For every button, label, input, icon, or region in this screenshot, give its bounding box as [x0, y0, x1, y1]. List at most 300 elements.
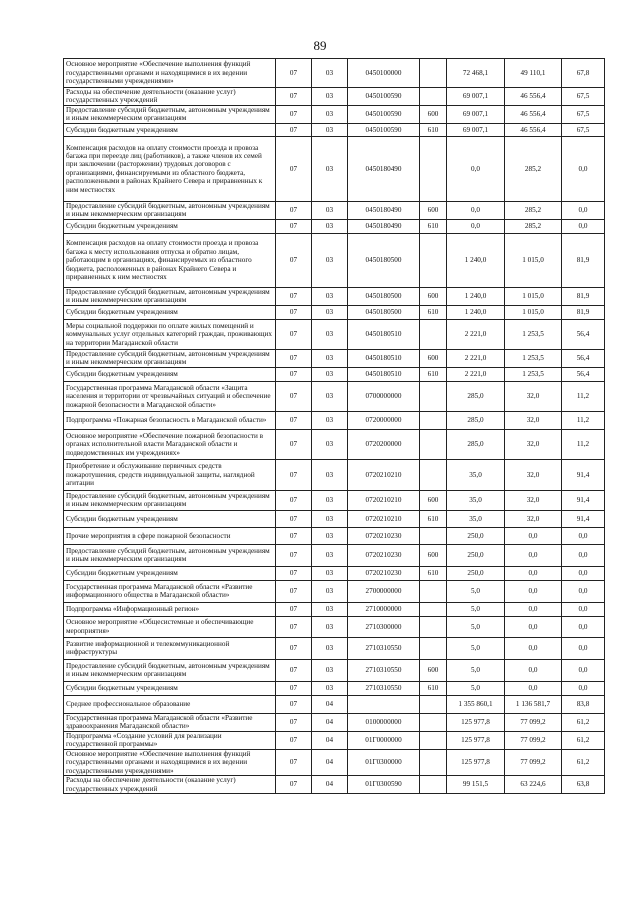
row-target-article-cell: 2710310550	[348, 681, 420, 695]
row-name-cell: Государственная программа Магаданской области «Развитие информационного общества в Магаданской области»	[64, 580, 276, 602]
row-actual-cell: 0,0	[505, 544, 562, 566]
table-row	[64, 616, 605, 637]
row-actual-cell: 32,0	[505, 381, 562, 411]
row-plan-cell: 285,0	[447, 429, 505, 459]
row-expense-type-cell: 610	[420, 566, 447, 580]
row-target-article-cell: 0700000000	[348, 381, 420, 411]
row-section-cell: 07	[276, 201, 312, 219]
row-target-article-cell: 0720200000	[348, 429, 420, 459]
row-actual-cell: 285,2	[505, 201, 562, 219]
row-actual-cell: 46 556,4	[505, 123, 562, 136]
row-subsection-cell: 03	[312, 566, 348, 580]
row-name-cell: Предоставление субсидий бюджетным, автономным учреждениям и иным некоммерческим организациям	[64, 544, 276, 566]
row-subsection-cell: 03	[312, 136, 348, 201]
row-plan-cell: 35,0	[447, 510, 505, 527]
row-name-cell: Расходы на обеспечение деятельности (оказание услуг) государственных учреждений	[64, 88, 276, 106]
row-subsection-cell: 03	[312, 319, 348, 349]
row-actual-cell: 49 110,1	[505, 59, 562, 88]
row-target-article-cell: 2710000000	[348, 602, 420, 616]
row-section-cell: 07	[276, 544, 312, 566]
row-actual-cell: 63 224,6	[505, 776, 562, 794]
table-row	[64, 429, 605, 459]
row-target-article-cell: 0450180510	[348, 319, 420, 349]
row-plan-cell: 285,0	[447, 381, 505, 411]
row-section-cell: 07	[276, 367, 312, 381]
row-plan-cell: 2 221,0	[447, 349, 505, 367]
row-percent-cell: 56,4	[562, 319, 605, 349]
row-subsection-cell: 03	[312, 201, 348, 219]
row-name-cell: Субсидии бюджетным учреждениям	[64, 219, 276, 233]
table-row	[64, 776, 605, 794]
row-plan-cell: 125 977,8	[447, 731, 505, 749]
row-actual-cell: 77 099,2	[505, 713, 562, 731]
row-section-cell: 07	[276, 637, 312, 659]
row-percent-cell: 81,9	[562, 287, 605, 305]
row-name-cell: Среднее профессиональное образование	[64, 695, 276, 713]
row-actual-cell: 285,2	[505, 219, 562, 233]
row-section-cell: 07	[276, 527, 312, 544]
row-percent-cell: 0,0	[562, 659, 605, 681]
row-section-cell: 07	[276, 305, 312, 319]
row-actual-cell: 32,0	[505, 490, 562, 510]
row-expense-type-cell: 600	[420, 287, 447, 305]
row-name-cell: Основное мероприятие «Общесистемные и обеспечивающие мероприятия»	[64, 616, 276, 637]
row-subsection-cell: 03	[312, 681, 348, 695]
row-expense-type-cell: 600	[420, 490, 447, 510]
row-plan-cell: 35,0	[447, 459, 505, 490]
row-expense-type-cell	[420, 88, 447, 106]
row-plan-cell: 69 007,1	[447, 105, 505, 123]
row-name-cell: Предоставление субсидий бюджетным, автономным учреждениям и иным некоммерческим организациям	[64, 105, 276, 123]
row-section-cell: 07	[276, 490, 312, 510]
row-name-cell: Предоставление субсидий бюджетным, автономным учреждениям и иным некоммерческим организациям	[64, 490, 276, 510]
row-actual-cell: 32,0	[505, 429, 562, 459]
row-name-cell: Компенсация расходов на оплату стоимости проезда и провоза багажа к месту использования отпуска и обратно лицам, работающим в организациях, финансируемых из областного бюджета, расположенных в районах Крайнего Севера и приравненных к ним местностях	[64, 233, 276, 287]
row-actual-cell: 0,0	[505, 659, 562, 681]
table-row	[64, 749, 605, 775]
row-subsection-cell: 04	[312, 695, 348, 713]
table-row	[64, 544, 605, 566]
row-target-article-cell: 2710300000	[348, 616, 420, 637]
row-plan-cell: 69 007,1	[447, 88, 505, 106]
row-section-cell: 07	[276, 287, 312, 305]
row-section-cell: 07	[276, 105, 312, 123]
row-subsection-cell: 03	[312, 510, 348, 527]
row-percent-cell: 56,4	[562, 349, 605, 367]
row-target-article-cell: 0450180510	[348, 349, 420, 367]
row-percent-cell: 0,0	[562, 527, 605, 544]
table-row	[64, 527, 605, 544]
row-subsection-cell: 04	[312, 776, 348, 794]
row-percent-cell: 63,8	[562, 776, 605, 794]
row-name-cell: Подпрограмма «Пожарная безопасность в Магаданской области»	[64, 411, 276, 429]
row-expense-type-cell	[420, 616, 447, 637]
row-section-cell: 07	[276, 713, 312, 731]
row-actual-cell: 1 015,0	[505, 233, 562, 287]
row-plan-cell: 5,0	[447, 616, 505, 637]
row-subsection-cell: 03	[312, 105, 348, 123]
row-section-cell: 07	[276, 219, 312, 233]
table-row	[64, 580, 605, 602]
row-target-article-cell: 01Г0300000	[348, 749, 420, 775]
row-name-cell: Предоставление субсидий бюджетным, автономным учреждениям и иным некоммерческим организациям	[64, 659, 276, 681]
table-row	[64, 233, 605, 287]
row-plan-cell: 35,0	[447, 490, 505, 510]
row-name-cell: Государственная программа Магаданской области «Защита населения и территории от чрезвычайных ситуаций и обеспечение пожарной безопасности в Магаданской области»	[64, 381, 276, 411]
row-subsection-cell: 03	[312, 527, 348, 544]
row-name-cell: Основное мероприятие «Обеспечение выполнения функций государственными органами и находящимися в их ведении государственными учреждениями»	[64, 749, 276, 775]
row-expense-type-cell	[420, 381, 447, 411]
row-name-cell: Подпрограмма «Создание условий для реализации государственной программы»	[64, 731, 276, 749]
row-plan-cell: 2 221,0	[447, 319, 505, 349]
table-row	[64, 381, 605, 411]
row-percent-cell: 91,4	[562, 490, 605, 510]
row-target-article-cell: 2700000000	[348, 580, 420, 602]
row-percent-cell: 11,2	[562, 411, 605, 429]
row-expense-type-cell: 600	[420, 544, 447, 566]
row-section-cell: 07	[276, 616, 312, 637]
row-subsection-cell: 03	[312, 59, 348, 88]
row-target-article-cell: 0720210230	[348, 544, 420, 566]
table-row	[64, 367, 605, 381]
row-target-article-cell: 01Г0300590	[348, 776, 420, 794]
row-expense-type-cell: 610	[420, 681, 447, 695]
budget-table-body	[64, 59, 605, 794]
row-percent-cell: 56,4	[562, 367, 605, 381]
row-name-cell: Развитие информационной и телекоммуникационной инфраструктуры	[64, 637, 276, 659]
row-expense-type-cell: 600	[420, 105, 447, 123]
row-subsection-cell: 04	[312, 731, 348, 749]
row-subsection-cell: 03	[312, 429, 348, 459]
row-percent-cell: 91,4	[562, 510, 605, 527]
row-percent-cell: 81,9	[562, 305, 605, 319]
row-plan-cell: 1 240,0	[447, 233, 505, 287]
row-target-article-cell: 0450180490	[348, 219, 420, 233]
row-target-article-cell: 0450180490	[348, 136, 420, 201]
row-plan-cell: 72 468,1	[447, 59, 505, 88]
table-row	[64, 319, 605, 349]
table-row	[64, 136, 605, 201]
row-section-cell: 07	[276, 123, 312, 136]
row-name-cell: Компенсация расходов на оплату стоимости проезда и провоза багажа при переезде лиц (работников), а также членов их семей при заключении (расторжении) трудовых договоров с организациями, финансируемыми из областного бюджета, расположенными в районах Крайнего Севера и приравненных к ним местностях	[64, 136, 276, 201]
row-target-article-cell: 0720210210	[348, 459, 420, 490]
row-percent-cell: 11,2	[562, 381, 605, 411]
row-expense-type-cell	[420, 136, 447, 201]
row-subsection-cell: 03	[312, 659, 348, 681]
row-subsection-cell: 03	[312, 580, 348, 602]
row-expense-type-cell	[420, 749, 447, 775]
row-expense-type-cell	[420, 776, 447, 794]
row-expense-type-cell	[420, 459, 447, 490]
row-section-cell: 07	[276, 136, 312, 201]
row-expense-type-cell	[420, 527, 447, 544]
row-section-cell: 07	[276, 349, 312, 367]
row-target-article-cell: 2710310550	[348, 637, 420, 659]
table-row	[64, 659, 605, 681]
row-plan-cell: 125 977,8	[447, 749, 505, 775]
row-plan-cell: 285,0	[447, 411, 505, 429]
row-name-cell: Прочие мероприятия в сфере пожарной безопасности	[64, 527, 276, 544]
row-section-cell: 07	[276, 233, 312, 287]
row-name-cell: Предоставление субсидий бюджетным, автономным учреждениям и иным некоммерческим организациям	[64, 201, 276, 219]
row-section-cell: 07	[276, 695, 312, 713]
table-row	[64, 695, 605, 713]
row-plan-cell: 5,0	[447, 681, 505, 695]
row-expense-type-cell: 610	[420, 367, 447, 381]
row-actual-cell: 1 253,5	[505, 319, 562, 349]
row-target-article-cell: 0450180500	[348, 287, 420, 305]
row-expense-type-cell: 600	[420, 201, 447, 219]
row-section-cell: 07	[276, 681, 312, 695]
row-subsection-cell: 03	[312, 219, 348, 233]
row-plan-cell: 2 221,0	[447, 367, 505, 381]
row-expense-type-cell	[420, 319, 447, 349]
row-percent-cell: 0,0	[562, 566, 605, 580]
row-percent-cell: 0,0	[562, 602, 605, 616]
row-percent-cell: 83,8	[562, 695, 605, 713]
table-row	[64, 490, 605, 510]
row-actual-cell: 1 015,0	[505, 305, 562, 319]
row-expense-type-cell	[420, 713, 447, 731]
row-subsection-cell: 03	[312, 602, 348, 616]
row-percent-cell: 0,0	[562, 136, 605, 201]
row-percent-cell: 61,2	[562, 749, 605, 775]
row-expense-type-cell: 610	[420, 305, 447, 319]
row-name-cell: Расходы на обеспечение деятельности (оказание услуг) государственных учреждений	[64, 776, 276, 794]
row-section-cell: 07	[276, 429, 312, 459]
row-section-cell: 07	[276, 411, 312, 429]
row-target-article-cell: 0450100000	[348, 59, 420, 88]
row-subsection-cell: 03	[312, 544, 348, 566]
row-actual-cell: 1 015,0	[505, 287, 562, 305]
row-percent-cell: 0,0	[562, 219, 605, 233]
row-section-cell: 07	[276, 319, 312, 349]
row-percent-cell: 67,5	[562, 105, 605, 123]
row-percent-cell: 0,0	[562, 544, 605, 566]
row-target-article-cell: 0450100590	[348, 123, 420, 136]
row-section-cell: 07	[276, 776, 312, 794]
row-actual-cell: 0,0	[505, 580, 562, 602]
table-row	[64, 602, 605, 616]
row-actual-cell: 0,0	[505, 681, 562, 695]
row-expense-type-cell: 610	[420, 123, 447, 136]
row-expense-type-cell	[420, 580, 447, 602]
row-plan-cell: 1 240,0	[447, 287, 505, 305]
row-plan-cell: 0,0	[447, 219, 505, 233]
row-actual-cell: 285,2	[505, 136, 562, 201]
table-row	[64, 459, 605, 490]
row-name-cell: Субсидии бюджетным учреждениям	[64, 566, 276, 580]
table-row	[64, 713, 605, 731]
row-plan-cell: 5,0	[447, 580, 505, 602]
row-expense-type-cell	[420, 637, 447, 659]
row-subsection-cell: 03	[312, 490, 348, 510]
table-row	[64, 219, 605, 233]
row-section-cell: 07	[276, 510, 312, 527]
row-target-article-cell: 2710310550	[348, 659, 420, 681]
row-plan-cell: 250,0	[447, 566, 505, 580]
table-row	[64, 681, 605, 695]
row-subsection-cell: 03	[312, 637, 348, 659]
row-expense-type-cell: 610	[420, 510, 447, 527]
row-actual-cell: 32,0	[505, 459, 562, 490]
row-plan-cell: 1 240,0	[447, 305, 505, 319]
row-expense-type-cell	[420, 59, 447, 88]
table-row	[64, 305, 605, 319]
row-actual-cell: 0,0	[505, 566, 562, 580]
page-number: 89	[313, 38, 327, 53]
row-subsection-cell: 03	[312, 349, 348, 367]
row-actual-cell: 1 136 581,7	[505, 695, 562, 713]
row-actual-cell: 1 253,5	[505, 367, 562, 381]
row-name-cell: Меры социальной поддержки по оплате жилых помещений и коммунальных услуг отдельных категорий граждан, проживающих на территории Магаданской области	[64, 319, 276, 349]
row-percent-cell: 0,0	[562, 681, 605, 695]
row-subsection-cell: 03	[312, 233, 348, 287]
row-percent-cell: 61,2	[562, 713, 605, 731]
row-section-cell: 07	[276, 381, 312, 411]
row-plan-cell: 0,0	[447, 136, 505, 201]
row-expense-type-cell: 600	[420, 349, 447, 367]
row-actual-cell: 46 556,4	[505, 105, 562, 123]
row-plan-cell: 99 151,5	[447, 776, 505, 794]
row-plan-cell: 5,0	[447, 637, 505, 659]
row-actual-cell: 0,0	[505, 527, 562, 544]
row-subsection-cell: 03	[312, 287, 348, 305]
row-plan-cell: 1 355 860,1	[447, 695, 505, 713]
row-section-cell: 07	[276, 459, 312, 490]
row-target-article-cell: 0450100590	[348, 105, 420, 123]
row-name-cell: Приобретение и обслуживание первичных средств пожаротушения, средств индивидуальной защиты, наглядной агитации	[64, 459, 276, 490]
table-row	[64, 349, 605, 367]
row-section-cell: 07	[276, 749, 312, 775]
row-percent-cell: 91,4	[562, 459, 605, 490]
row-subsection-cell: 03	[312, 88, 348, 106]
table-row	[64, 105, 605, 123]
table-row	[64, 637, 605, 659]
table-row	[64, 510, 605, 527]
row-actual-cell: 0,0	[505, 616, 562, 637]
row-actual-cell: 1 253,5	[505, 349, 562, 367]
row-section-cell: 07	[276, 602, 312, 616]
row-name-cell: Субсидии бюджетным учреждениям	[64, 681, 276, 695]
row-expense-type-cell	[420, 695, 447, 713]
row-subsection-cell: 03	[312, 367, 348, 381]
row-name-cell: Основное мероприятие «Обеспечение пожарной безопасности в органах исполнительной власти Магаданской области и подведомственных им учреждениях»	[64, 429, 276, 459]
table-row	[64, 123, 605, 136]
table-row	[64, 59, 605, 88]
row-plan-cell: 250,0	[447, 544, 505, 566]
row-subsection-cell: 04	[312, 713, 348, 731]
table-row	[64, 411, 605, 429]
row-name-cell: Подпрограмма «Информационный регион»	[64, 602, 276, 616]
row-name-cell: Субсидии бюджетным учреждениям	[64, 510, 276, 527]
row-plan-cell: 250,0	[447, 527, 505, 544]
row-subsection-cell: 03	[312, 411, 348, 429]
row-section-cell: 07	[276, 88, 312, 106]
row-name-cell: Государственная программа Магаданской области «Развитие здравоохранения Магаданской области»	[64, 713, 276, 731]
row-expense-type-cell	[420, 429, 447, 459]
row-section-cell: 07	[276, 566, 312, 580]
budget-table	[63, 58, 605, 794]
table-row	[64, 566, 605, 580]
row-plan-cell: 125 977,8	[447, 713, 505, 731]
row-subsection-cell: 04	[312, 749, 348, 775]
row-actual-cell: 0,0	[505, 602, 562, 616]
row-subsection-cell: 03	[312, 123, 348, 136]
row-target-article-cell: 0720210230	[348, 566, 420, 580]
row-expense-type-cell	[420, 233, 447, 287]
row-plan-cell: 0,0	[447, 201, 505, 219]
row-name-cell: Предоставление субсидий бюджетным, автономным учреждениям и иным некоммерческим организациям	[64, 349, 276, 367]
row-plan-cell: 5,0	[447, 659, 505, 681]
row-percent-cell: 0,0	[562, 201, 605, 219]
row-percent-cell: 0,0	[562, 637, 605, 659]
row-subsection-cell: 03	[312, 616, 348, 637]
row-section-cell: 07	[276, 580, 312, 602]
row-actual-cell: 32,0	[505, 411, 562, 429]
row-plan-cell: 5,0	[447, 602, 505, 616]
row-name-cell: Субсидии бюджетным учреждениям	[64, 123, 276, 136]
table-row	[64, 287, 605, 305]
row-percent-cell: 81,9	[562, 233, 605, 287]
row-percent-cell: 0,0	[562, 580, 605, 602]
row-name-cell: Предоставление субсидий бюджетным, автономным учреждениям и иным некоммерческим организациям	[64, 287, 276, 305]
row-plan-cell: 69 007,1	[447, 123, 505, 136]
row-section-cell: 07	[276, 731, 312, 749]
row-target-article-cell: 0450180510	[348, 367, 420, 381]
row-target-article-cell	[348, 695, 420, 713]
row-target-article-cell: 0100000000	[348, 713, 420, 731]
row-name-cell: Субсидии бюджетным учреждениям	[64, 367, 276, 381]
row-expense-type-cell	[420, 602, 447, 616]
row-target-article-cell: 0450180490	[348, 201, 420, 219]
row-actual-cell: 77 099,2	[505, 731, 562, 749]
row-actual-cell: 46 556,4	[505, 88, 562, 106]
row-subsection-cell: 03	[312, 305, 348, 319]
row-subsection-cell: 03	[312, 459, 348, 490]
row-percent-cell: 67,5	[562, 123, 605, 136]
row-actual-cell: 32,0	[505, 510, 562, 527]
row-target-article-cell: 0720210210	[348, 490, 420, 510]
row-percent-cell: 0,0	[562, 616, 605, 637]
row-actual-cell: 0,0	[505, 637, 562, 659]
row-target-article-cell: 01Г0000000	[348, 731, 420, 749]
row-target-article-cell: 0450180500	[348, 305, 420, 319]
row-expense-type-cell	[420, 411, 447, 429]
row-target-article-cell: 0720000000	[348, 411, 420, 429]
row-percent-cell: 67,5	[562, 88, 605, 106]
row-expense-type-cell	[420, 731, 447, 749]
row-name-cell: Субсидии бюджетным учреждениям	[64, 305, 276, 319]
table-row	[64, 88, 605, 106]
row-percent-cell: 11,2	[562, 429, 605, 459]
row-target-article-cell: 0720210210	[348, 510, 420, 527]
row-section-cell: 07	[276, 659, 312, 681]
row-target-article-cell: 0450100590	[348, 88, 420, 106]
row-target-article-cell: 0720210230	[348, 527, 420, 544]
row-target-article-cell: 0450180500	[348, 233, 420, 287]
row-expense-type-cell: 600	[420, 659, 447, 681]
row-subsection-cell: 03	[312, 381, 348, 411]
row-percent-cell: 61,2	[562, 731, 605, 749]
row-expense-type-cell: 610	[420, 219, 447, 233]
row-actual-cell: 77 099,2	[505, 749, 562, 775]
row-percent-cell: 67,8	[562, 59, 605, 88]
table-row	[64, 731, 605, 749]
table-row	[64, 201, 605, 219]
row-name-cell: Основное мероприятие «Обеспечение выполнения функций государственными органами и находящимися в их ведении государственными учреждениями»	[64, 59, 276, 88]
row-section-cell: 07	[276, 59, 312, 88]
